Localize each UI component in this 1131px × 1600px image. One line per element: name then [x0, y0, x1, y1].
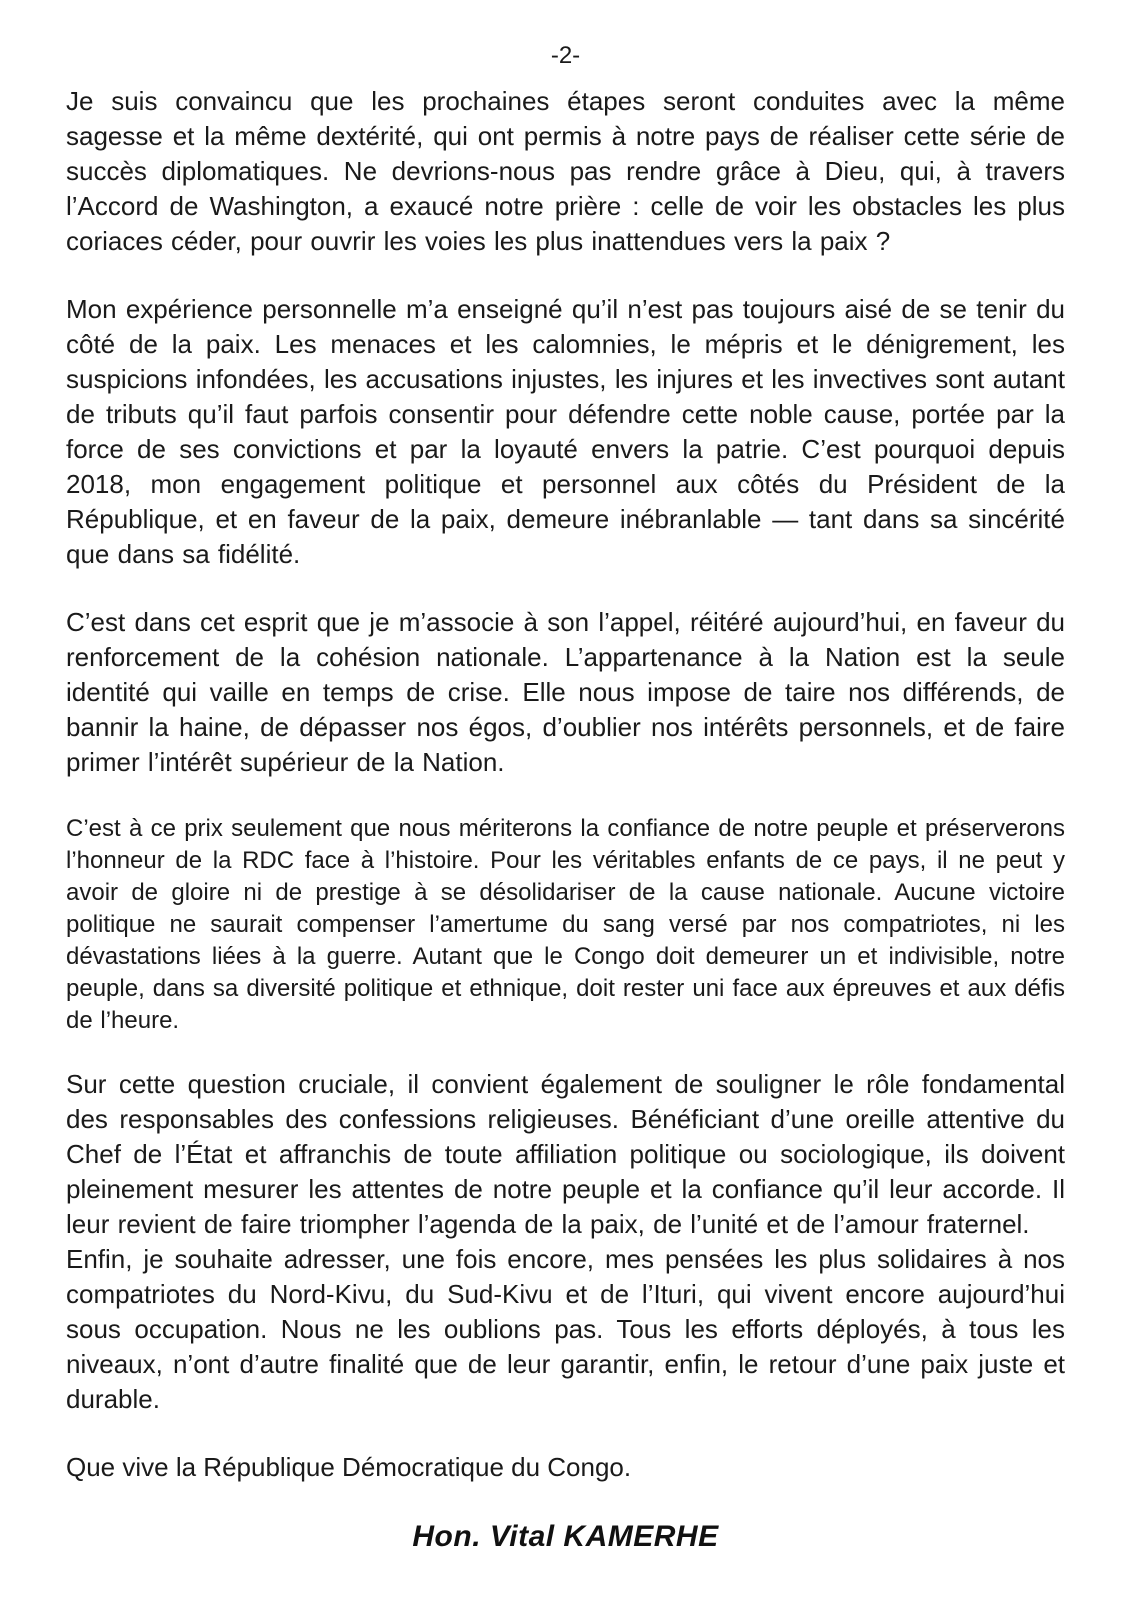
paragraph-convaincu: Je suis convaincu que les prochaines étapes seront conduites avec la même sagesse et la même dextérité, qui ont permis à notre pays de réaliser cette série de succès diplomatiques. Ne devrions-nous pas rendre grâce à Dieu, qui, à travers l’Accord de Washington, a exaucé notre prière : celle de voir les obstacles les plus coriaces céder, pour ouvrir les voies les plus inattendues vers la paix ? [66, 86, 1065, 256]
page-number: -2- [550, 42, 581, 69]
paragraph-cohesion-nationale: C’est dans cet esprit que je m’associe à son l’appel, réitéré aujourd’hui, en faveur du renforcement de la cohésion nationale. L’appartenance à la Nation est la seule identité qui vaille en temps de crise. Elle nous impose de taire nos différends, de bannir la haine, de dépasser nos égos, d’oublier nos intérêts personnels, et de faire primer l’intérêt supérieur de la Nation. [66, 607, 1065, 777]
paragraph-pensees-solidaires: Enfin, je souhaite adresser, une fois encore, mes pensées les plus solidaires à nos compatriotes du Nord-Kivu, du Sud-Kivu et de l’Ituri, qui vivent encore aujourd’hui sous occupation. Nous ne les oublions pas. Tous les efforts déployés, à tous les niveaux, n’ont d’autre finalité que de leur garantir, enfin, le retour d’une paix juste et durable. [66, 1244, 1065, 1414]
signature-author: Hon. Vital KAMERHE [412, 1520, 719, 1553]
closing-line: Que vive la République Démocratique du Congo. [66, 1452, 632, 1482]
paragraph-experience-personnelle: Mon expérience personnelle m’a enseigné qu’il n’est pas toujours aisé de se tenir du côté de la paix. Les menaces et les calomnies, le mépris et le dénigrement, les suspicions infondées, les accusations injustes, les injures et les invectives sont autant de tributs qu’il faut parfois consentir pour défendre cette noble cause, portée par la force de ses convictions et par la loyauté envers la patrie. C’est pourquoi depuis 2018, mon engagement politique et personnel aux côtés du Président de la République, et en faveur de la paix, demeure inébranlable — tant dans sa sincérité que dans sa fidélité. [66, 294, 1065, 569]
paragraph-confessions-religieuses: Sur cette question cruciale, il convient également de souligner le rôle fondamental des responsables des confessions religieuses. Bénéficiant d’une oreille attentive du Chef de l’État et affranchis de toute affiliation politique ou sociologique, ils doivent pleinement mesurer les attentes de notre peuple et la confiance qu’il leur accorde. Il leur revient de faire triompher l’agenda de la paix, de l’unité et de l’amour fraternel. [66, 1069, 1065, 1239]
paragraph-confiance-peuple: C’est à ce prix seulement que nous mériterons la confiance de notre peuple et préserverons l’honneur de la RDC face à l’histoire. Pour les véritables enfants de ce pays, il ne peut y avoir de gloire ni de prestige à se désolidariser de la cause nationale. Aucune victoire politique ne saurait compenser l’amertume du sang versé par nos compatriotes, ni les dévastations liées à la guerre. Autant que le Congo doit demeurer un et indivisible, notre peuple, dans sa diversité politique et ethnique, doit rester uni face aux épreuves et aux défis de l’heure. [66, 815, 1065, 1034]
